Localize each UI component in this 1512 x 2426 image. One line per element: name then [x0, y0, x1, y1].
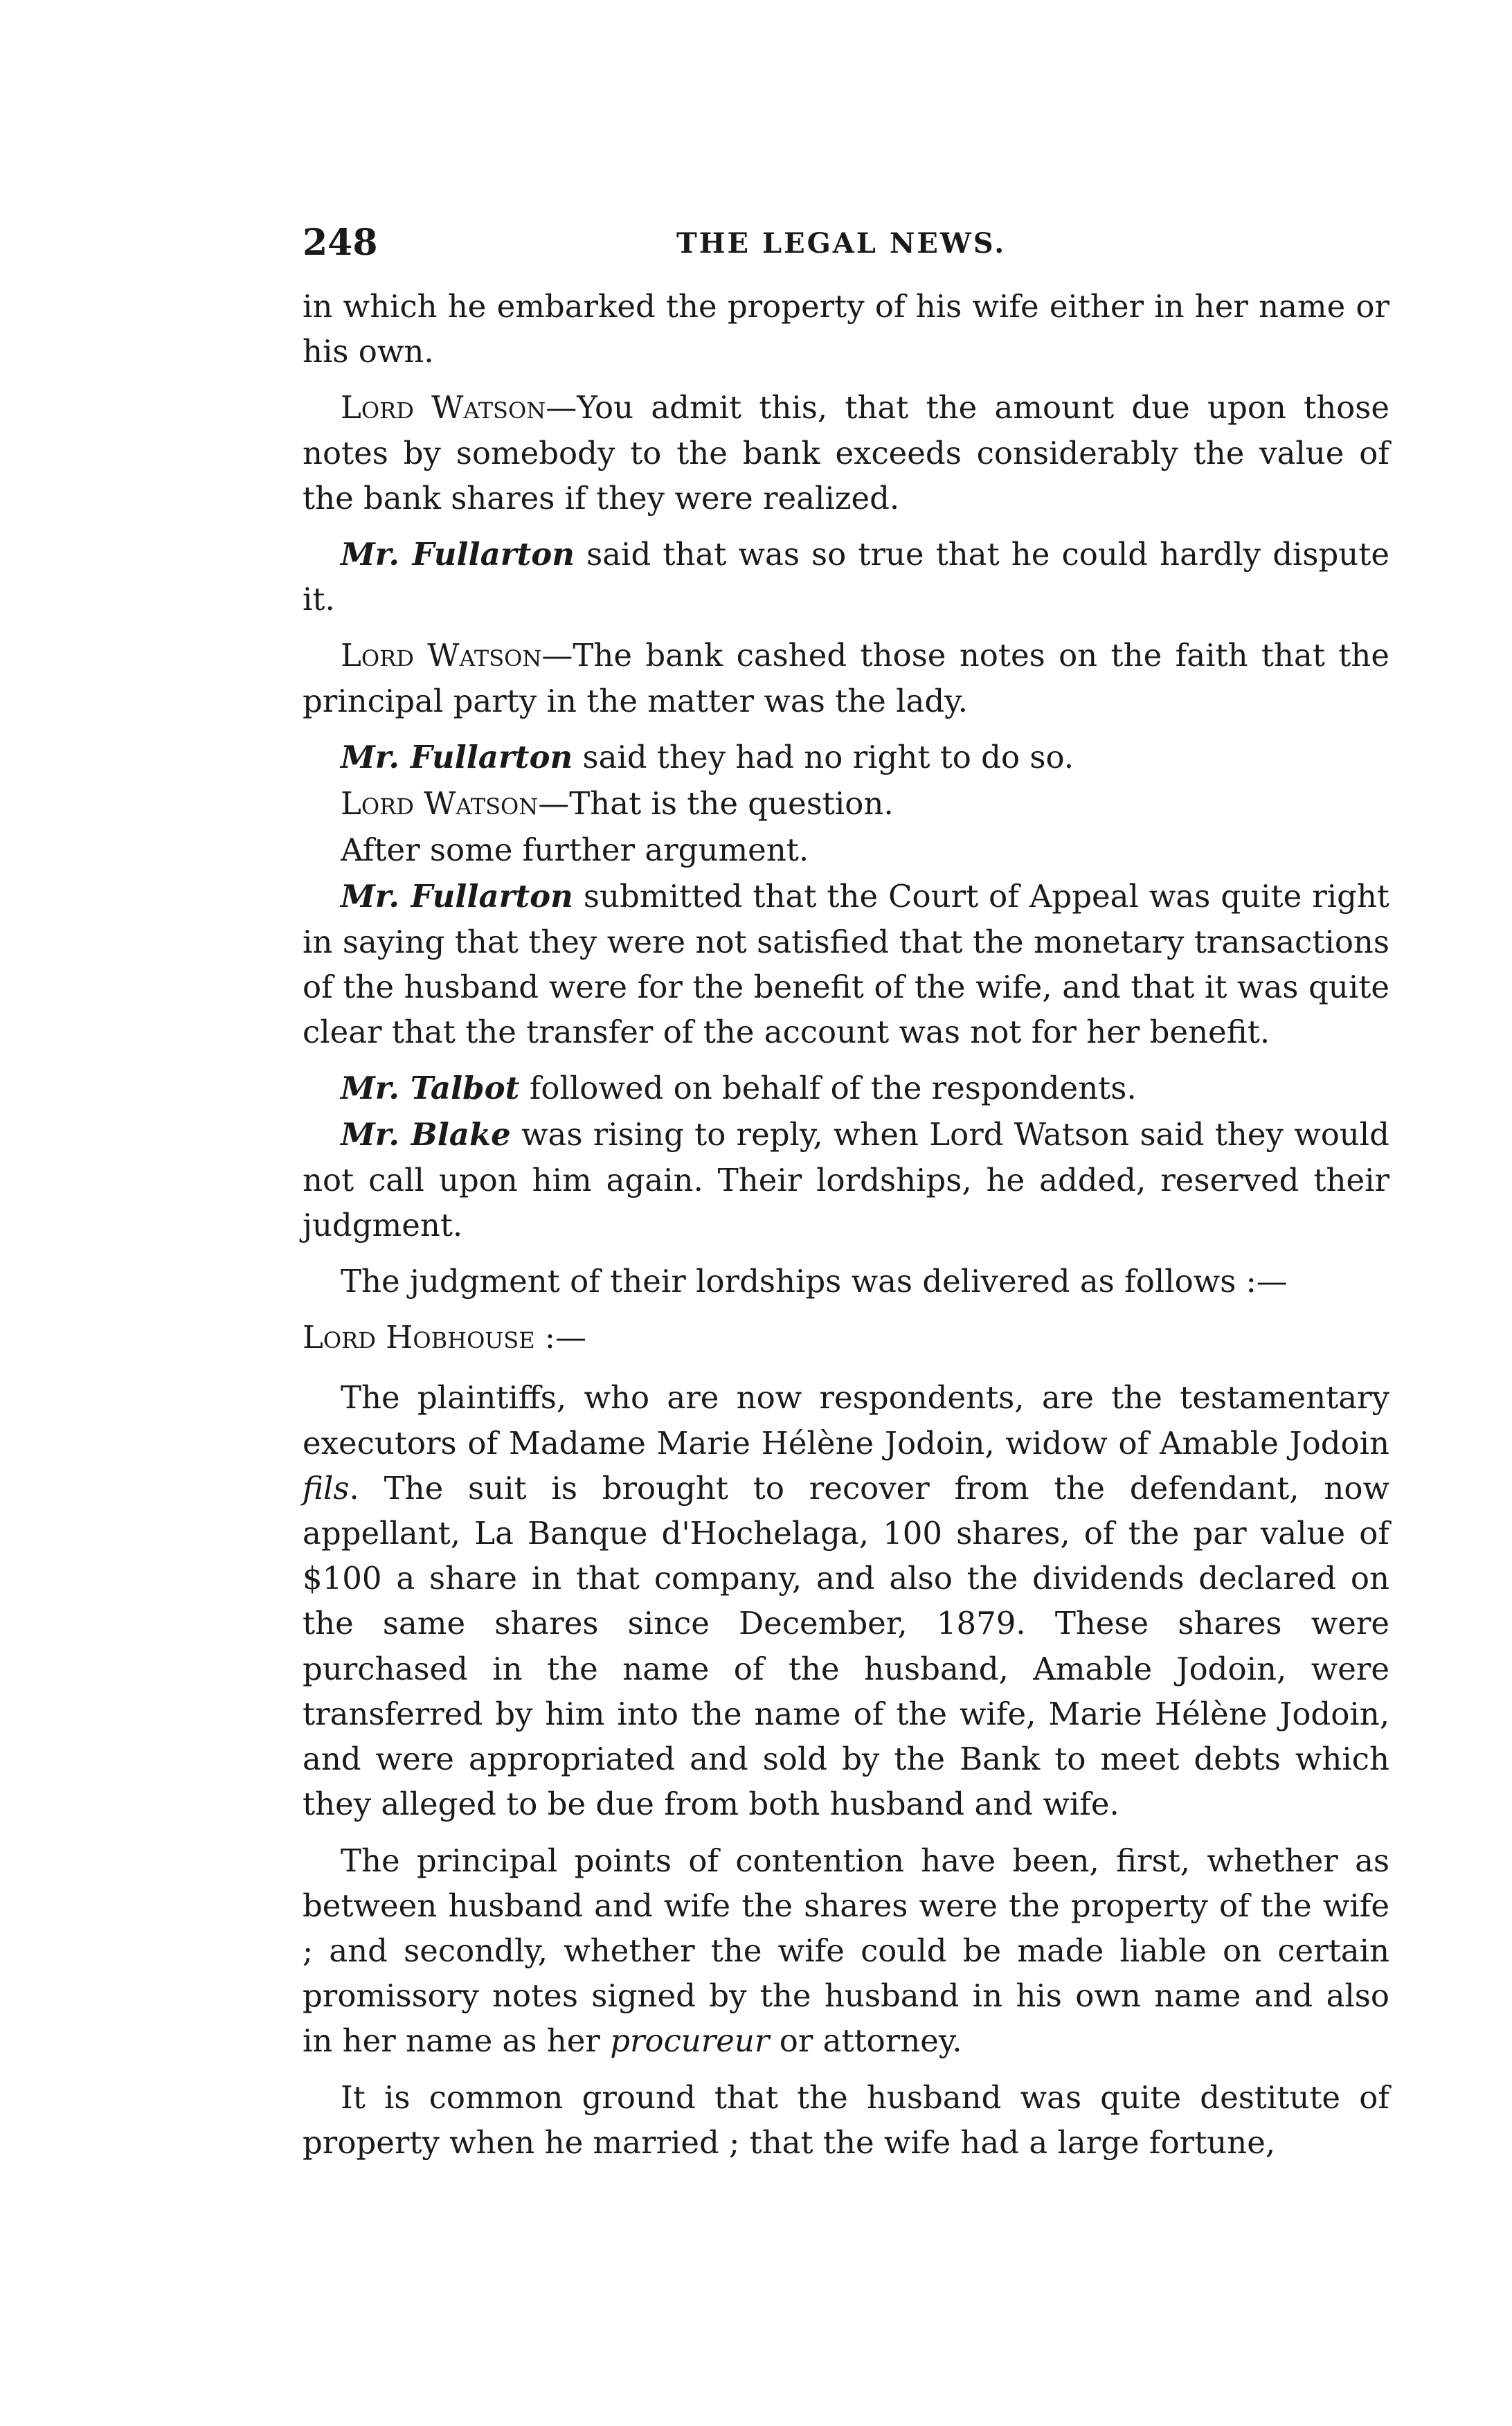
text-segment: . The suit is brought to recover from the defendant, now appellant, La Banque d'Hochelaga, 100 shares, of the par value of $100 a share in that company, and also the dividends declared on the same shares since December, 1879. These shares were purchased in the name of the husband, Amable Jodoin, were transferred by him into the name of the wife, Marie Hélène Jodoin, and were appropriated and sold by the Bank to meet debts which they alleged to be due from both husband and wife. — [303, 1469, 1389, 1823]
paragraph-fullarton-3 — [303, 874, 1389, 1054]
speech-text: said they had no right to do so. — [573, 738, 1074, 775]
speech-text: was rising to reply, when Lord Watson said they would not call upon him again. Their lordships, he added, reserved their judgment. — [303, 1116, 1389, 1243]
speaker-name: Mr. Fullarton — [341, 536, 575, 573]
speech-text: submitted that the Court of Appeal was quite right in saying that they were not satisfied that the monetary transactions of the husband were for the benefit of the wife, and that it was quite clear that the transfer of the account was not for her benefit. — [303, 878, 1389, 1051]
speech-text: That is the question. — [569, 785, 894, 823]
paragraph-judgment-1 — [303, 1375, 1389, 1826]
running-head — [303, 222, 1389, 284]
paragraph-talbot — [303, 1066, 1389, 1111]
speaker-name: Lord Hobhouse — [303, 1319, 535, 1356]
journal-title: THE LEGAL NEWS. — [676, 227, 1007, 260]
page — [303, 222, 1389, 2166]
paragraph-lord-watson-3 — [303, 781, 1389, 826]
text-segment: The principal points of contention have been, first, whether as between husband and wife the shares were the property of the wife ; and secondly, whether the wife could be made liable on certain promissory notes signed by the husband in his own name and also in her name as her — [303, 1842, 1389, 2060]
speaker-name: Lord Watson — [341, 637, 542, 674]
paragraph-fullarton-2 — [303, 735, 1389, 780]
paragraph-lord-watson-2 — [303, 633, 1389, 723]
italic-term: procureur — [610, 2022, 770, 2060]
paragraph-fullarton-1 — [303, 532, 1389, 622]
paragraph-blake — [303, 1112, 1389, 1248]
paragraph-judgment-intro: The judgment of their lordships was delivered as follows :— — [341, 1263, 1288, 1300]
speaker-name: Lord Watson — [341, 785, 539, 823]
em-dash: — — [538, 785, 570, 823]
paragraph-judgment-2 — [303, 1838, 1389, 2064]
paragraph-further-argument: After some further argument. — [341, 832, 809, 869]
text-segment: or attorney. — [769, 2022, 962, 2060]
speech-text: followed on behalf of the respondents. — [519, 1070, 1137, 1107]
speech-text: You admit this, that the amount due upon those notes by somebody to the bank exceeds considerably the value of the bank shares if they were realized. — [303, 389, 1389, 516]
paragraph-lord-watson-1 — [303, 385, 1389, 521]
page-number: 248 — [303, 222, 378, 264]
speech-text: The bank cashed those notes on the faith that the principal party in the matter was the lady. — [303, 637, 1389, 719]
speaker-name: Mr. Talbot — [341, 1070, 520, 1107]
speaker-name: Lord Watson — [341, 389, 546, 426]
speaker-name: Mr. Blake — [341, 1116, 511, 1153]
em-dash: — — [546, 389, 577, 426]
heading-suffix: :— — [534, 1319, 587, 1356]
speech-text: said that was so true that he could hardly dispute it. — [303, 536, 1389, 618]
paragraph-continuation: in which he embarked the property of his wife either in her name or his own. — [303, 288, 1389, 370]
em-dash: — — [541, 637, 573, 674]
judgment-speaker-heading — [303, 1315, 1389, 1360]
paragraph-judgment-3: It is common ground that the husband was quite destitute of property when he married ; that the wife had a large fortune, — [303, 2078, 1389, 2161]
italic-term: fils — [303, 1469, 350, 1507]
article-body — [303, 284, 1389, 2165]
text-segment: The plaintiffs, who are now respondents, are the testamentary executors of Madame Marie Hélène Jodoin, widow of Amable Jodoin — [303, 1379, 1389, 1462]
speaker-name: Mr. Fullarton — [341, 878, 573, 915]
speaker-name: Mr. Fullarton — [341, 738, 573, 775]
